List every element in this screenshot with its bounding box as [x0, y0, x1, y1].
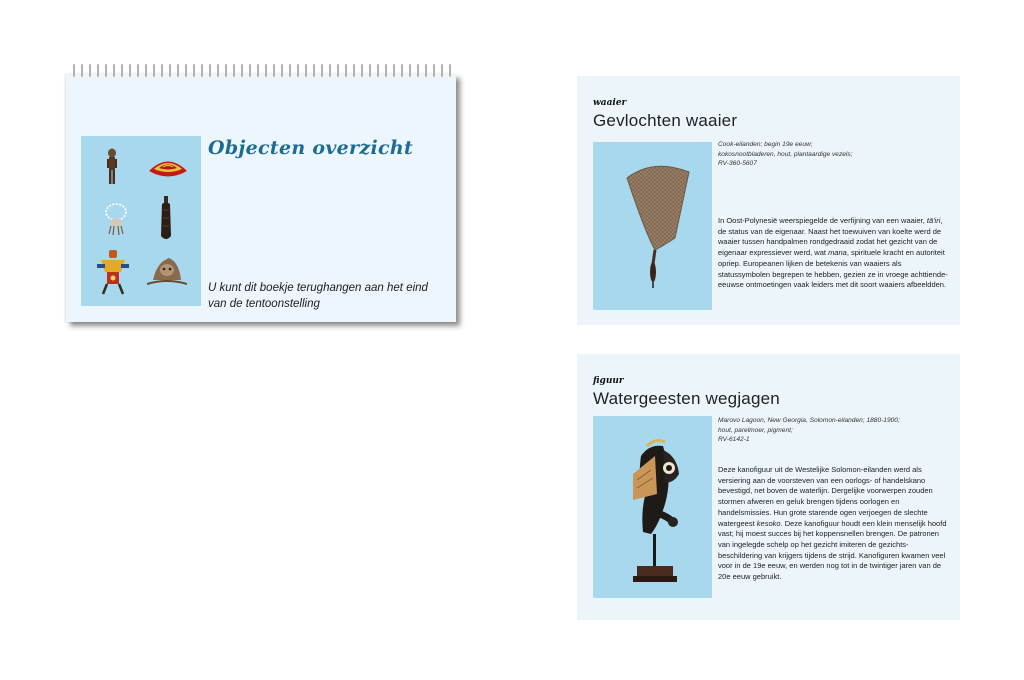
meta-line: Cook-eilanden; begin 19e eeuw;	[718, 141, 813, 148]
spiral-ring	[337, 64, 339, 77]
spiral-ring	[265, 64, 267, 77]
spiral-ring	[377, 64, 379, 77]
booklet-title: Objecten overzicht	[208, 137, 414, 159]
card-title: Watergeesten wegjagen	[593, 389, 780, 408]
object-card-canoe-figure	[577, 354, 960, 620]
spiral-ring	[425, 64, 427, 77]
spiral-ring	[113, 64, 115, 77]
spiral-ring	[449, 64, 451, 77]
booklet-subtitle: U kunt dit boekje terughangen aan het eind van de tentoonstelling	[208, 282, 428, 310]
spiral-ring	[361, 64, 363, 77]
patterned-figure-icon	[97, 250, 129, 296]
object-card-fan	[577, 76, 960, 325]
spiral-ring	[97, 64, 99, 77]
spiral-ring	[169, 64, 171, 77]
spiral-ring	[433, 64, 435, 77]
spiral-ring	[105, 64, 107, 77]
spiral-ring	[89, 64, 91, 77]
spiral-ring	[233, 64, 235, 77]
spiral-ring	[345, 64, 347, 77]
italic-term: kesoko	[756, 518, 781, 528]
spiral-ring	[393, 64, 395, 77]
spiral-ring	[329, 64, 331, 77]
spiral-ring	[121, 64, 123, 77]
cover-object-grid	[81, 136, 201, 306]
italic-term: mana	[828, 248, 847, 258]
spiral-ring	[441, 64, 443, 77]
spiral-ring	[385, 64, 387, 77]
italic-term: tā'iri	[926, 216, 941, 225]
meta-line: Marovo Lagoon, New Georgia, Solomon-eilanden; 1880-1900;	[718, 417, 900, 424]
spiral-ring	[289, 64, 291, 77]
object-image-fan	[593, 142, 712, 310]
spiral-ring	[241, 64, 243, 77]
feather-headdress-icon	[147, 154, 189, 180]
spiral-ring	[249, 64, 251, 77]
spiral-ring	[305, 64, 307, 77]
card-category: waaier	[593, 98, 627, 108]
object-image-canoe-figure	[593, 416, 712, 598]
card-title: Gevlochten waaier	[593, 111, 738, 130]
spiral-ring	[353, 64, 355, 77]
body-run: In Oost-Polynesië weerspiegelde de verfijning van een waaier,	[718, 216, 927, 225]
card-meta	[718, 140, 948, 169]
spiral-ring	[369, 64, 371, 77]
spiral-ring	[81, 64, 83, 77]
spiral-ring	[177, 64, 179, 77]
booklet-cover	[66, 74, 456, 322]
spiral-ring	[281, 64, 283, 77]
spiral-ring	[185, 64, 187, 77]
card-body-text	[718, 216, 950, 291]
spiral-ring	[209, 64, 211, 77]
spiral-ring	[313, 64, 315, 77]
spiral-binding	[70, 64, 454, 78]
body-run: , spirituele kracht en autoriteit opriep. Europeanen lijken de betekenis van waaiers als statussymbolen begrepen te hebben, gezien ze in vroege achttiende-eeuwse ontmoetingen vaak leiders met dit soort waaiers afbeeldden.	[718, 248, 948, 290]
spiral-ring	[409, 64, 411, 77]
spiral-ring	[217, 64, 219, 77]
meta-line: kokosnootbladeren, hout, plantaardige vezels;	[718, 150, 853, 158]
spiral-ring	[129, 64, 131, 77]
canoe-figurehead-icon	[147, 256, 187, 288]
card-meta	[718, 416, 948, 445]
spiral-ring	[193, 64, 195, 77]
fiber-bundle-icon	[159, 196, 173, 242]
woven-fan-icon	[593, 142, 712, 310]
spiral-ring	[257, 64, 259, 77]
card-category: figuur	[593, 376, 624, 386]
body-run: . Deze kanofiguur houdt een klein menselijk hoofd vast; hij moest succes bij het koppensnellen brengen. De patronen van ingelegde schelp op het gezicht imiteren de gezichtsbeschildering van krijgers tijdens de strijd. Kanofiguren kwamen veel voor in de 19e eeuw, en werden nog tot in de twintiger jaren van de 20e eeuw gebruikt.	[718, 518, 947, 582]
spiral-ring	[153, 64, 155, 77]
necklace-ornament-icon	[103, 202, 129, 236]
spiral-ring	[225, 64, 227, 77]
body-run: Deze kanofiguur uit de Westelijke Solomon-eilanden werd als versiering aan de voorsteven van een oorlogs- of handelskano bevestigd, net boven de waterlijn. Dergelijke voorwerpen zouden stormen afweren en geluk brengen tijdens oorlogen en handelsmissies. Hun grote starende ogen verjoegen de slechte watergeest	[718, 465, 933, 528]
spiral-ring	[161, 64, 163, 77]
spiral-ring	[137, 64, 139, 77]
spiral-ring	[273, 64, 275, 77]
figure-statuette-icon	[105, 148, 119, 186]
meta-line: RV-6142-1	[718, 436, 750, 444]
spiral-ring	[145, 64, 147, 77]
canoe-figure-icon	[593, 416, 712, 598]
body-run: , de status van de eigenaar. Naast het toewuiven van koelte werd de waaier tussen handpalmen rondgedraaid zodat het gezicht van de eigenaar expressiever werd, wat	[718, 216, 943, 258]
card-body-text	[718, 465, 950, 583]
spiral-ring	[321, 64, 323, 77]
spiral-ring	[401, 64, 403, 77]
meta-line: hout, parelmoer, pigment;	[718, 426, 793, 434]
spiral-ring	[297, 64, 299, 77]
spiral-ring	[201, 64, 203, 77]
spiral-ring	[73, 64, 75, 77]
meta-line: RV-360-5607	[718, 160, 757, 168]
spiral-ring	[417, 64, 419, 77]
